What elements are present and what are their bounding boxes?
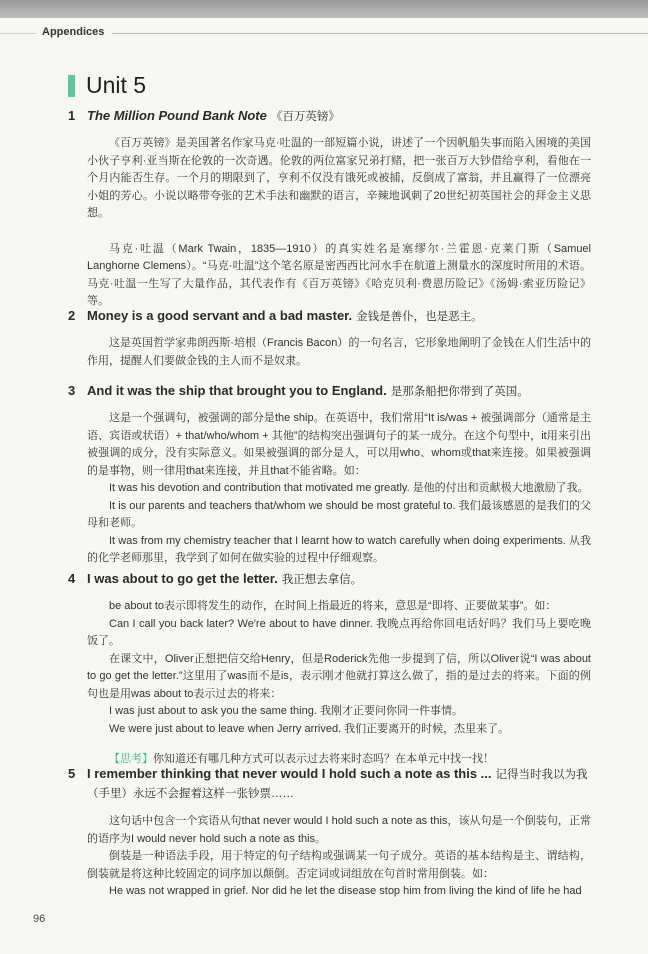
section-body <box>87 598 591 769</box>
section-heading <box>68 307 592 326</box>
section-title-zh: 我正想去拿信。 <box>281 574 363 586</box>
example-sentence: It was from my chemistry teacher that I learnt how to watch carefully when doing experiments. 从我的化学老师那里，我学到了如何在做实验的过程中仔细观察。 <box>87 534 591 564</box>
paragraph: 《百万英镑》是美国著名作家马克·吐温的一部短篇小说，讲述了一个因帆船失事而陷入困境的美国小伙子亨利·亚当斯在伦敦的一次奇遇。伦敦的两位富家兄弟打赌，把一张百万大钞借给亨利，看他在一个月内能否生存。一个月的期限到了，亨利不仅没有饿死或被捕，反倒成了富翁，并且赢得了一位漂亮小姐的芳心。小说以略带夸张的艺术手法和幽默的语言，辛辣地讽刺了20世纪初英国社会的拜金主义思想。 <box>87 137 591 219</box>
section-5 <box>68 765 592 901</box>
paragraph: 在课文中，Oliver正想把信交给Henry，但是Roderick先他一步提到了信，所以Oliver说“I was about to go get the letter.”这里用了was而不是is，表示刚才他就打算这么做了，指的是过去的将来。下面的例句也是用was about to表示过去的将来： <box>87 652 591 700</box>
example-sentence: It is our parents and teachers that/whom we should be most grateful to. 我们最该感恩的是我们的父母和老师。 <box>87 499 591 529</box>
example-sentence: We were just about to leave when Jerry arrived. 我们正要离开的时候，杰里来了。 <box>109 722 510 735</box>
section-title-zh: 是那条船把你带到了英国。 <box>390 386 529 398</box>
section-number: 5 <box>68 766 76 781</box>
section-body <box>87 410 591 568</box>
paragraph: be about to表示即将发生的动作，在时间上指最近的将来，意思是“即将、正要做某事”。如： <box>109 600 557 612</box>
example-sentence: He was not wrapped in grief. Nor did he let the disease stop him from living the kind of life he had <box>109 885 582 897</box>
section-3 <box>68 382 592 568</box>
section-4 <box>68 570 592 769</box>
paragraph: 马克·吐温（Mark Twain，1835—1910）的真实姓名是塞缪尔·兰霍恩·克莱门斯（Samuel Langhorne Clemens）。“马克·吐温”这个笔名原是密西西比河水手在航道上测量水的深度时所用的术语。马克·吐温一生写了大量作品，其代表作有《百万英镑》《哈克贝利·费恩历险记》《汤姆·索亚历险记》等。 <box>87 242 591 307</box>
section-body <box>87 135 591 311</box>
section-number: 3 <box>68 383 76 398</box>
section-body <box>87 335 591 370</box>
scan-edge <box>0 0 648 18</box>
paragraph: 倒装是一种语法手段，用于特定的句子结构或强调某一句子成分。英语的基本结构是主、谓结构，倒装就是将这种比较固定的词序加以颠倒。否定词或词组放在句首时常用倒装。如： <box>87 850 591 880</box>
section-number: 2 <box>68 308 76 323</box>
unit-accent-bar <box>68 75 75 97</box>
running-header: Appendices <box>42 26 105 38</box>
example-sentence: I was just about to ask you the same thing. 我刚才正要问你同一件事情。 <box>109 705 463 717</box>
section-heading <box>68 765 592 803</box>
section-heading <box>68 382 592 401</box>
example-sentence: It was his devotion and contribution that motivated me greatly. 是他的付出和贡献极大地激励了我。 <box>109 482 589 494</box>
section-body <box>87 813 591 901</box>
paragraph: 这是一个强调句，被强调的部分是the ship。在英语中，我们常用“It is/was + 被强调部分（通常是主语、宾语或状语）+ that/who/whom + 其他”的结构突出强调句子的某一成分。在这个句型中，it用来引出被强调的成分，没有实际意义。如果被强调的部分是人，可以用who、whom或that来连接。如果被强调的是事物，则一律用that来连接，并且that不能省略。如： <box>87 412 591 477</box>
section-title-zh: 《百万英镑》 <box>270 111 340 123</box>
example-sentence: Can I call you back later? We're about to have dinner. 我晚点再给你回电话好吗？我们马上要吃晚饭了。 <box>87 617 591 647</box>
section-1 <box>68 107 592 311</box>
section-heading <box>68 570 592 589</box>
section-title-en: And it was the ship that brought you to England. <box>87 383 387 398</box>
header-rule-left <box>0 33 36 34</box>
section-heading <box>68 107 592 126</box>
paragraph: 这句话中包含一个宾语从句that never would I hold such a note as this，该从句是一个倒装句，正常的语序为I would never hold such a note as this。 <box>87 815 591 845</box>
section-title-en: Money is a good servant and a bad master. <box>87 308 353 323</box>
think-text: 你知道还有哪几种方式可以表示过去将来时态吗？在本单元中找一找！ <box>153 753 494 765</box>
paragraph: 这是英国哲学家弗朗西斯·培根（Francis Bacon）的一句名言，它形象地阐明了金钱在人们生活中的作用，提醒人们要做金钱的主人而不是奴隶。 <box>87 337 591 367</box>
think-tag: 【思考】 <box>109 753 153 765</box>
header-rule <box>112 33 648 34</box>
section-title-zh: 金钱是善仆，也是恶主。 <box>356 311 483 323</box>
unit-heading <box>68 72 146 99</box>
section-number: 4 <box>68 571 76 586</box>
page-number: 96 <box>33 913 46 925</box>
section-2 <box>68 307 592 370</box>
section-title-en: The Million Pound Bank Note <box>87 108 267 123</box>
section-title-en: I remember thinking that never would I hold such a note as this ... <box>87 766 492 781</box>
section-title-zh: 记得当时我以为我（手里）永远不会握着这样一张钞票…… <box>87 769 588 800</box>
unit-title: Unit 5 <box>86 72 147 98</box>
section-title-en: I was about to go get the letter. <box>87 571 278 586</box>
section-number: 1 <box>68 108 76 123</box>
